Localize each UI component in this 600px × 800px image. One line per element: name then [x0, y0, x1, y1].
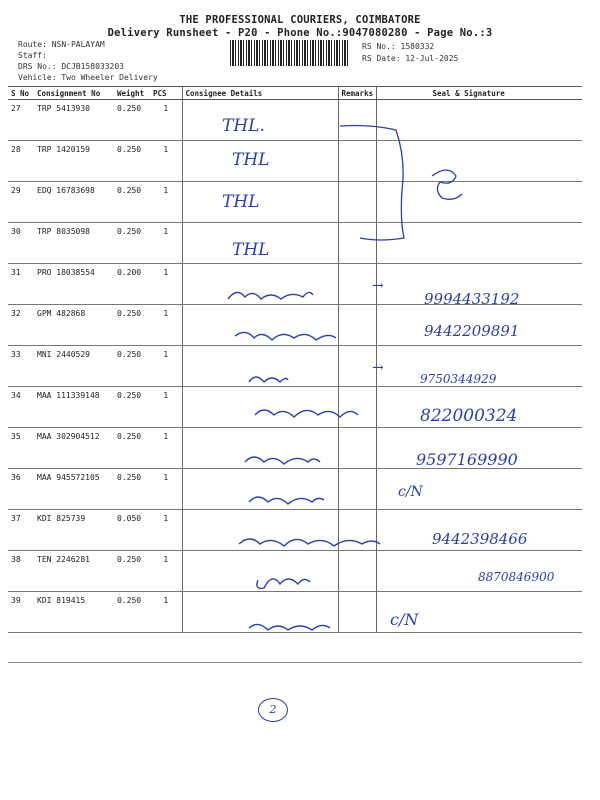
sno: 28 — [8, 141, 34, 182]
pcs: 1 — [150, 592, 182, 633]
sno: 31 — [8, 264, 34, 305]
tamil-signature — [252, 403, 360, 423]
sno: 39 — [8, 592, 34, 633]
tamil-signature — [242, 450, 322, 470]
weight: 0.250 — [114, 428, 150, 469]
consignment-no: MAA 945572105 — [34, 469, 114, 510]
remarks — [338, 469, 376, 510]
handwritten-phone: 9442209891 — [424, 322, 520, 340]
remarks — [338, 346, 376, 387]
pcs: 1 — [150, 223, 182, 264]
pcs: 1 — [150, 387, 182, 428]
handwritten-phone: 9994433192 — [424, 290, 520, 308]
tamil-signature — [246, 618, 332, 636]
weight: 0.250 — [114, 305, 150, 346]
sno: 33 — [8, 346, 34, 387]
sno: 36 — [8, 469, 34, 510]
table-row — [8, 182, 582, 223]
table-row — [8, 100, 582, 141]
sno: 32 — [8, 305, 34, 346]
handwritten-thl: THL — [222, 192, 260, 212]
handwritten-thl: THL — [232, 150, 270, 170]
remarks — [338, 264, 376, 305]
consignment-no: TRP 5413930 — [34, 100, 114, 141]
consignment-no: TRP 8035098 — [34, 223, 114, 264]
weight: 0.050 — [114, 510, 150, 551]
consignment-no: KDI 819415 — [34, 592, 114, 633]
remarks — [338, 305, 376, 346]
table-body — [8, 100, 582, 633]
remarks — [338, 592, 376, 633]
col-sno: S No — [8, 87, 34, 100]
consignment-no: GPM 482868 — [34, 305, 114, 346]
handwritten-phone: 822000324 — [420, 406, 518, 426]
tamil-signature — [246, 370, 290, 388]
consignment-no: TEN 2246281 — [34, 551, 114, 592]
pcs: 1 — [150, 264, 182, 305]
pcs: 1 — [150, 510, 182, 551]
pcs: 1 — [150, 346, 182, 387]
route: Route: NSN-PALAYAM — [18, 40, 105, 49]
tamil-signature — [225, 285, 315, 305]
sno: 35 — [8, 428, 34, 469]
table-header — [8, 87, 582, 100]
bracket-signature-mark — [330, 120, 470, 260]
runsheet-title: THE PROFESSIONAL COURIERS, COIMBATORE — [179, 14, 421, 26]
consignment-no: MAA 302904512 — [34, 428, 114, 469]
staff: Staff: — [18, 51, 47, 60]
handwritten-cn: c/N — [390, 610, 419, 629]
weight: 0.250 — [114, 387, 150, 428]
pcs: 1 — [150, 141, 182, 182]
sno: 27 — [8, 100, 34, 141]
weight: 0.250 — [114, 100, 150, 141]
remarks — [338, 551, 376, 592]
weight: 0.250 — [114, 223, 150, 264]
rs-number: RS No.: 1580332 — [362, 42, 435, 51]
weight: 0.250 — [114, 141, 150, 182]
vehicle: Vehicle: Two Wheeler Delivery — [18, 73, 158, 82]
pcs: 1 — [150, 182, 182, 223]
col-remarks: Remarks — [338, 87, 376, 100]
pcs: 1 — [150, 428, 182, 469]
weight: 0.250 — [114, 592, 150, 633]
col-consignment: Consignment No — [34, 87, 114, 100]
weight: 0.200 — [114, 264, 150, 305]
sno: 30 — [8, 223, 34, 264]
pcs: 1 — [150, 551, 182, 592]
pcs: 1 — [150, 305, 182, 346]
consignee-details — [182, 182, 338, 223]
handwritten-phone: 9750344929 — [420, 372, 497, 386]
table-row — [8, 223, 582, 264]
arrow-mark: → — [372, 360, 384, 376]
weight: 0.250 — [114, 182, 150, 223]
sno: 37 — [8, 510, 34, 551]
tamil-signature — [236, 532, 382, 552]
table-row — [8, 141, 582, 182]
col-consignee: Consignee Details — [182, 87, 338, 100]
drs-number: DRS No.: DCJB158033203 — [18, 62, 124, 71]
handwritten-phone: 9597169990 — [416, 450, 518, 469]
sno: 38 — [8, 551, 34, 592]
rs-date: RS Date: 12-Jul-2025 — [362, 54, 459, 63]
sno: 34 — [8, 387, 34, 428]
tamil-signature — [246, 490, 326, 510]
weight: 0.250 — [114, 551, 150, 592]
page-bottom-rule — [8, 662, 582, 663]
tamil-signature — [252, 570, 312, 592]
consignment-no: MAA 111339148 — [34, 387, 114, 428]
col-seal: Seal & Signature — [376, 87, 582, 100]
remarks — [338, 428, 376, 469]
consignment-no: EDQ 16783698 — [34, 182, 114, 223]
barcode — [230, 40, 350, 66]
consignment-no: MNI 2440529 — [34, 346, 114, 387]
handwritten-cn: c/N — [398, 484, 423, 500]
arrow-mark: → — [372, 278, 384, 294]
consignment-no: KDI 825739 — [34, 510, 114, 551]
pcs: 1 — [150, 100, 182, 141]
tamil-signature — [232, 326, 338, 346]
page-number-mark: 2 — [258, 698, 288, 722]
handwritten-phone: 8870846900 — [478, 570, 555, 584]
runsheet-subtitle: Delivery Runsheet - P20 - Phone No.:9047080280 - Page No.:3 — [107, 27, 493, 39]
handwritten-thl: THL — [232, 240, 270, 260]
consignment-no: TRP 1420159 — [34, 141, 114, 182]
pcs: 1 — [150, 469, 182, 510]
weight: 0.250 — [114, 469, 150, 510]
consignment-no: PRO 18038554 — [34, 264, 114, 305]
handwritten-thl: THL. — [222, 116, 265, 136]
weight: 0.250 — [114, 346, 150, 387]
col-pcs: PCS — [150, 87, 182, 100]
col-weight: Weight — [114, 87, 150, 100]
handwritten-phone: 9442398466 — [432, 530, 528, 548]
sno: 29 — [8, 182, 34, 223]
